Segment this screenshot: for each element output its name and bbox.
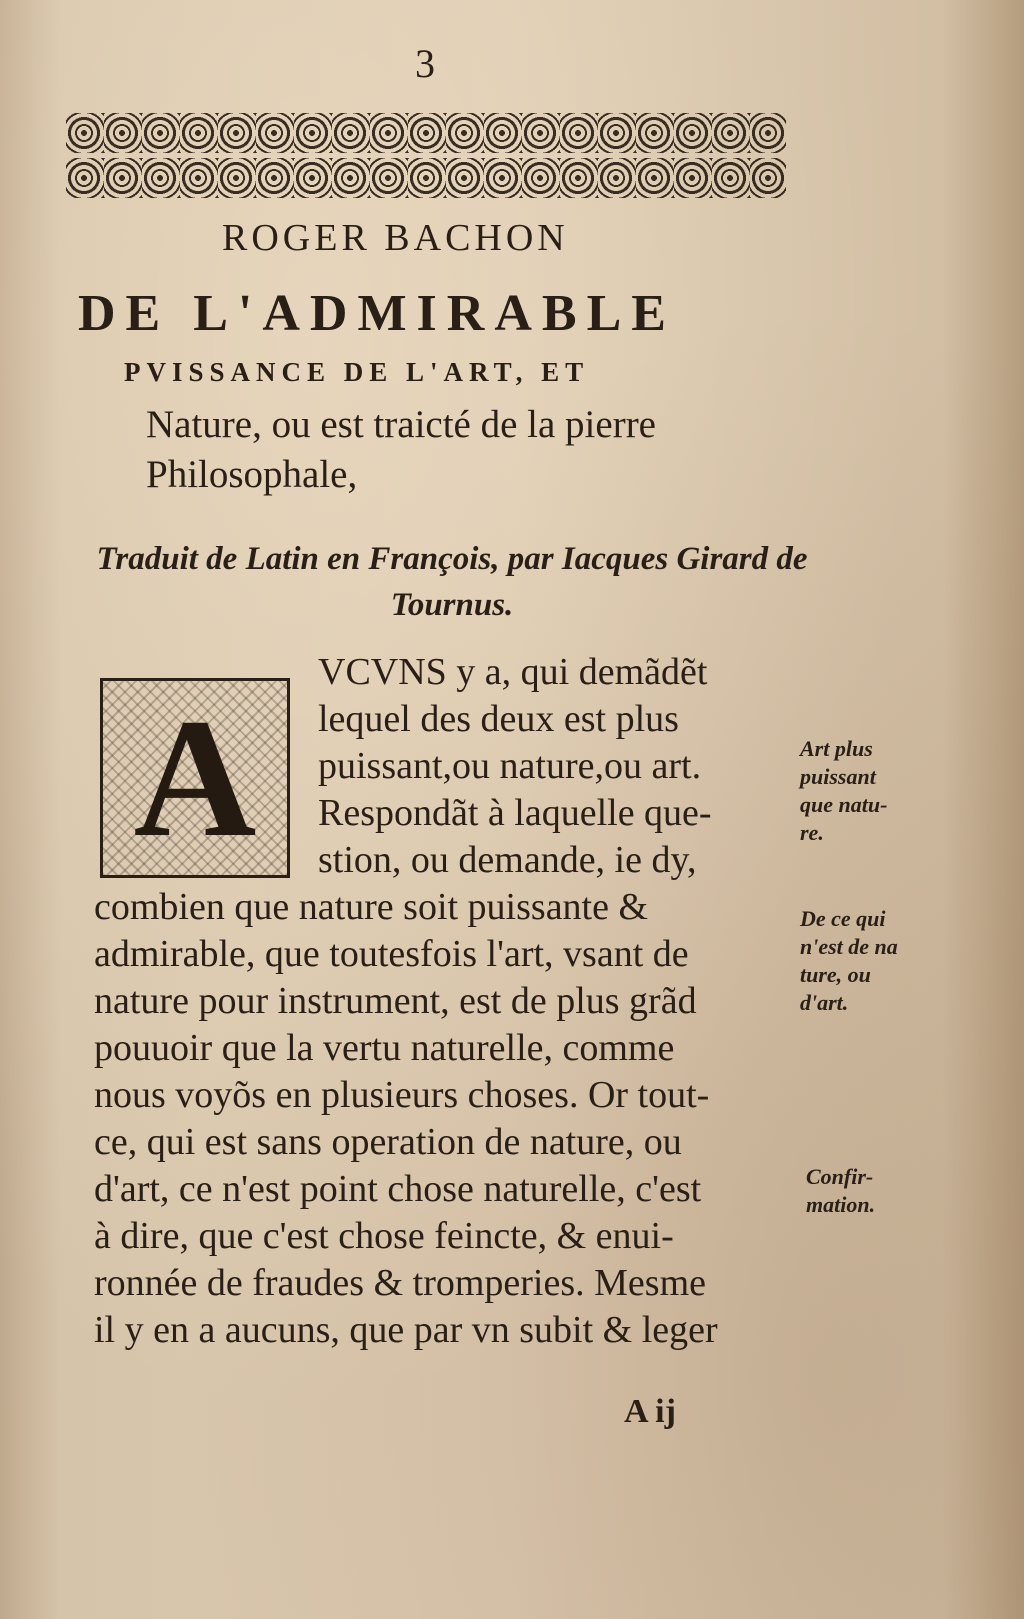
translator-credit: Traduit de Latin en François, par Iacques Girard de Tournus. — [96, 541, 808, 623]
body-line: il y en a aucuns, que par vn subit & leger — [94, 1309, 718, 1351]
margin-note: Confir- mation. — [806, 1164, 876, 1217]
author-heading: ROGER BACHON — [222, 217, 569, 259]
margin-note: De ce qui n'est de na ture, ou d'art. — [800, 906, 898, 1015]
body-line: ronnée de fraudes & tromperies. Mesme — [94, 1262, 707, 1304]
drop-cap-letter: A — [133, 684, 257, 872]
body-line: puissant,ou nature,ou art. — [318, 745, 702, 787]
drop-cap-ornament — [100, 678, 290, 878]
body-line: pouuoir que la vertu naturelle, comme — [94, 1027, 675, 1069]
body-line: à dire, que c'est chose feincte, & enui- — [94, 1215, 674, 1257]
title-description: Nature, ou est traicté de la pierre Philosophale, — [146, 403, 656, 496]
body-line: Respondãt à laquelle que- — [318, 792, 712, 834]
body-line: admirable, que toutesfois l'art, vsant de — [94, 933, 689, 975]
body-line: nous voyõs en plusieurs choses. Or tout- — [94, 1074, 710, 1116]
page-title: DE L'ADMIRABLE — [78, 285, 676, 342]
page-number: 3 — [415, 41, 435, 86]
body-line: lequel des deux est plus — [318, 698, 679, 740]
ornament-band-top — [66, 113, 786, 153]
body-line: ce, qui est sans operation de nature, ou — [94, 1121, 682, 1163]
body-line: combien que nature soit puissante & — [94, 886, 649, 928]
body-line: d'art, ce n'est point chose naturelle, c'est — [94, 1168, 702, 1210]
body-line: nature pour instrument, est de plus grãd — [94, 980, 697, 1022]
body-line: VCVNS y a, qui demãdẽt — [318, 651, 708, 693]
title-subline: PVISSANCE DE L'ART, ET — [124, 357, 590, 387]
body-line: stion, ou demande, ie dy, — [318, 839, 697, 881]
ornament-band-bottom — [66, 158, 786, 198]
signature-mark: A ij — [624, 1393, 676, 1430]
margin-note: Art plus puissant que natu- re. — [800, 736, 888, 845]
